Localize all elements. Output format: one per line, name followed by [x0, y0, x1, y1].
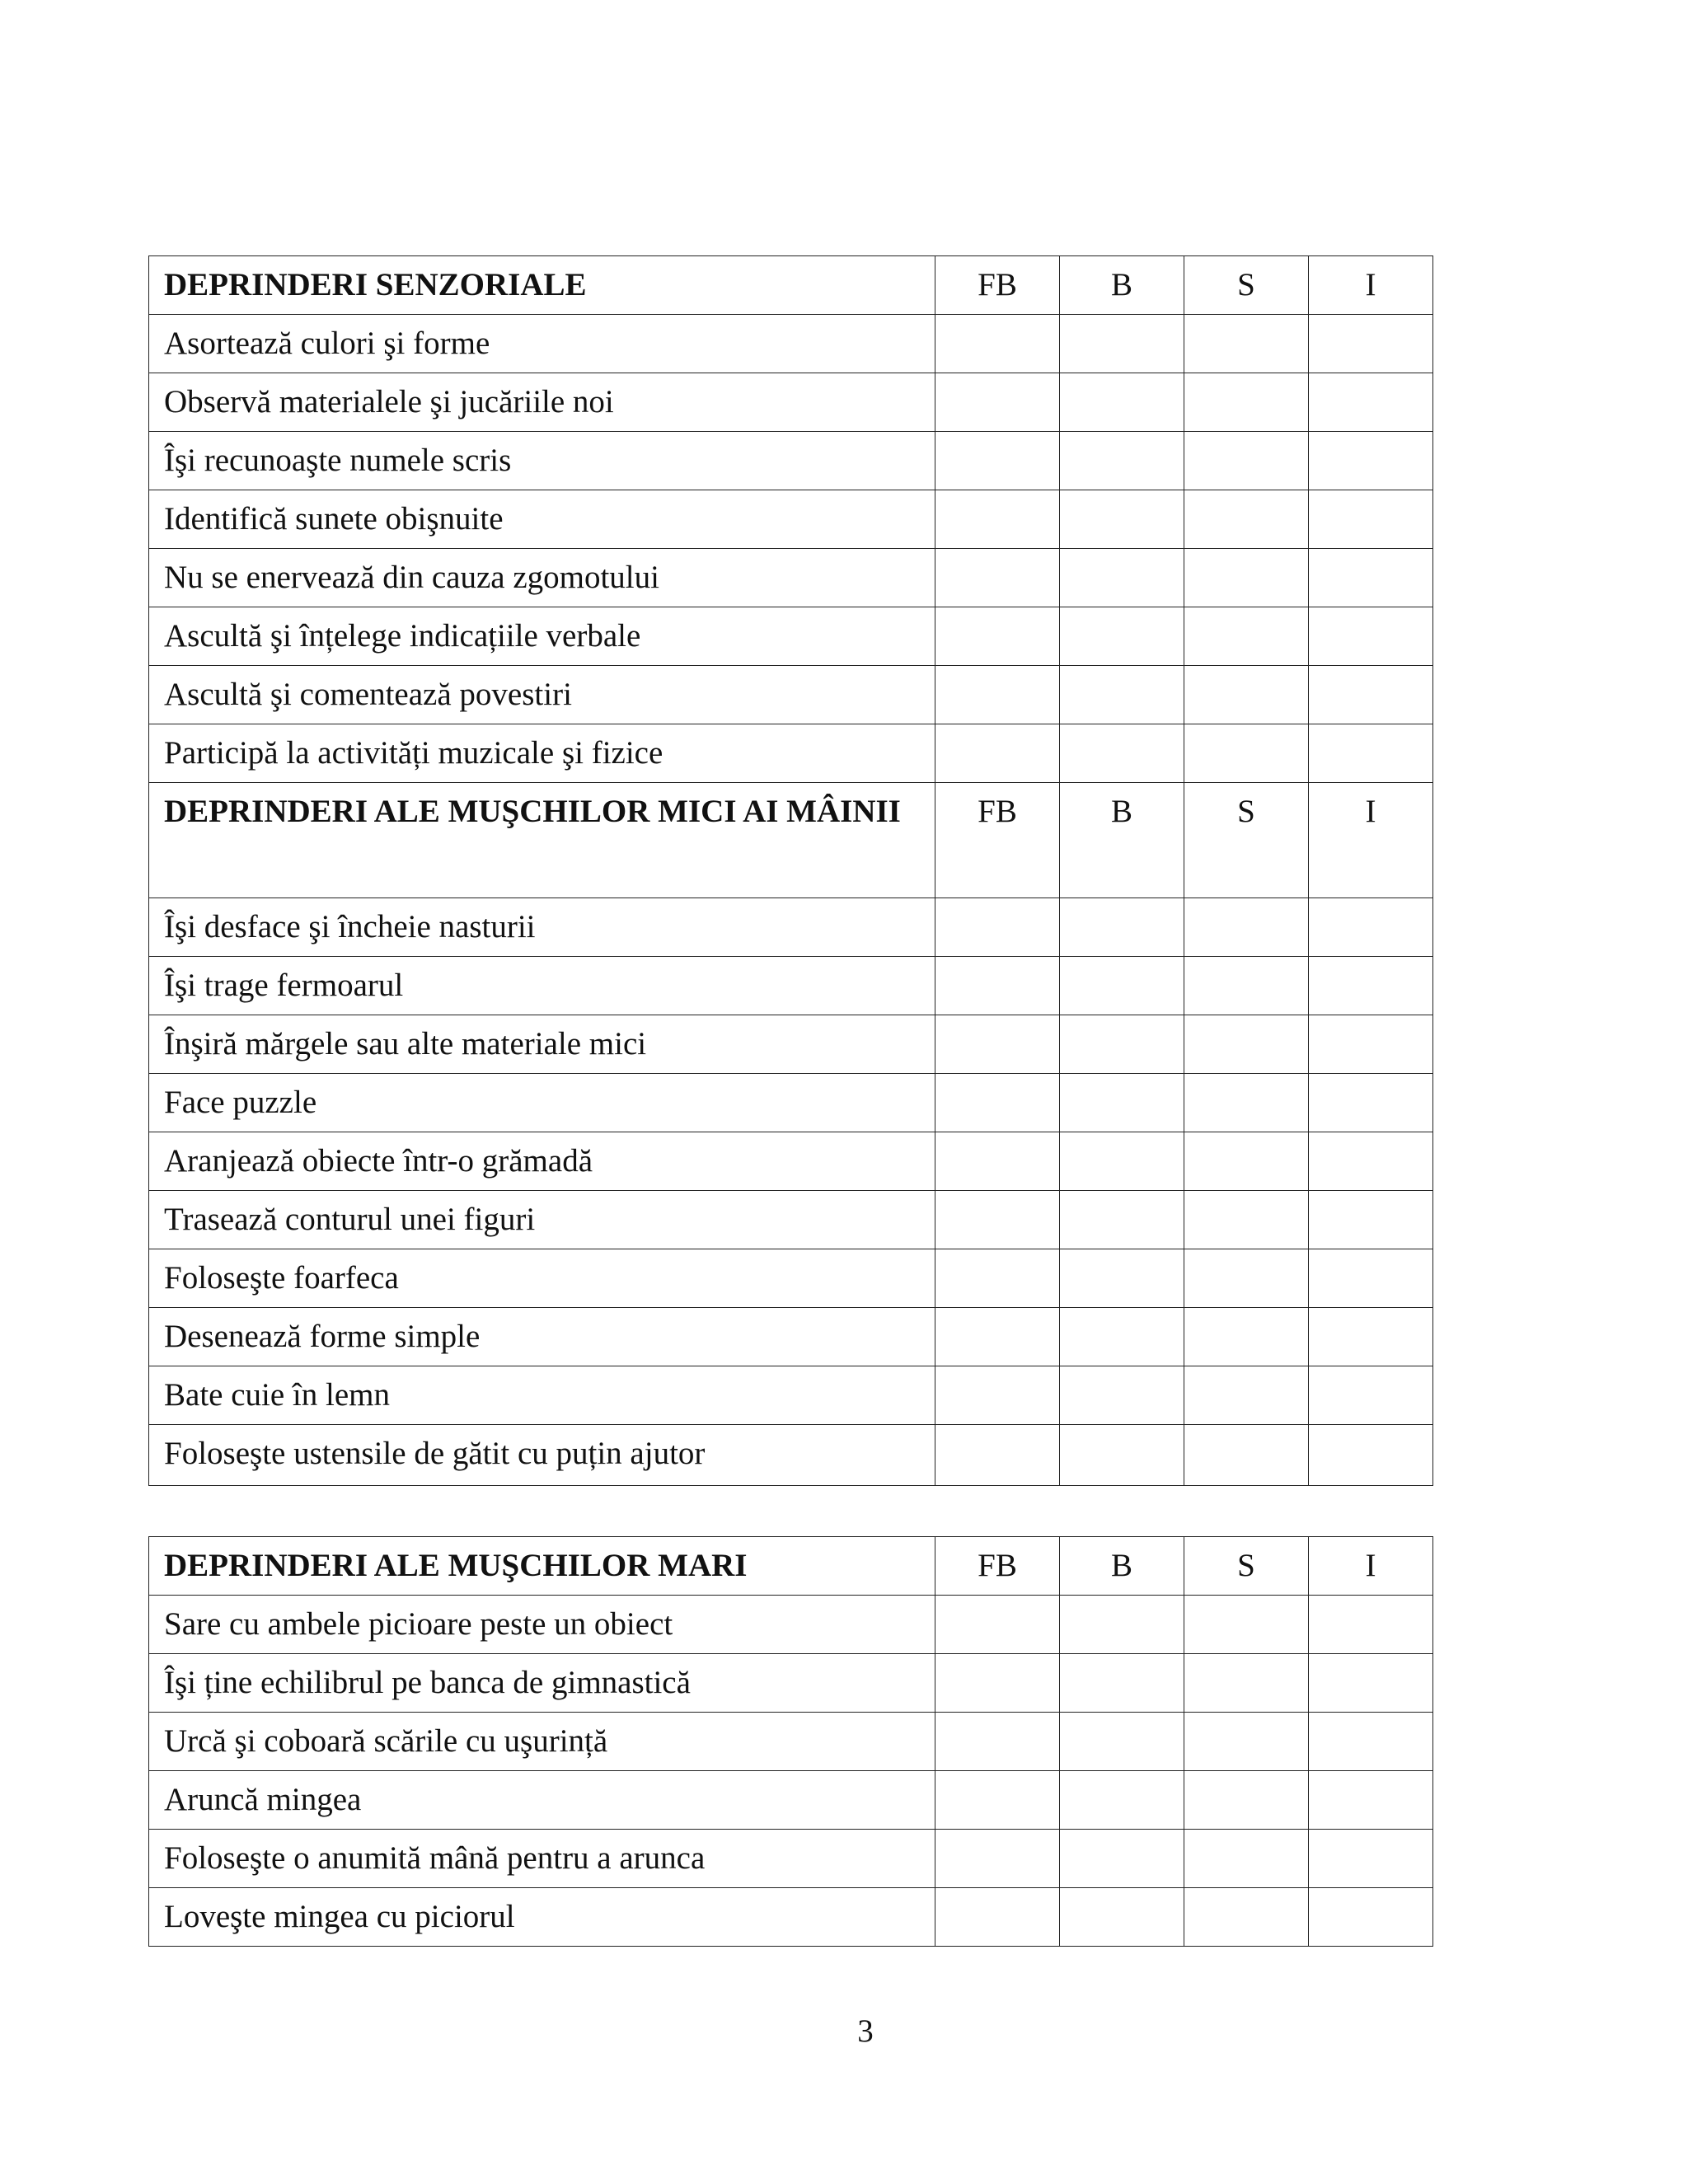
grade-cell-fb[interactable]	[935, 1132, 1060, 1191]
skill-item: Trasează conturul unei figuri	[149, 1191, 935, 1249]
grade-cell-fb[interactable]	[935, 724, 1060, 783]
section-title: DEPRINDERI ALE MUŞCHILOR MICI AI MÂINII	[149, 783, 935, 898]
skill-item: Foloseşte ustensile de gătit cu puțin ajutor	[149, 1425, 935, 1486]
table-row	[149, 432, 1433, 490]
grade-cell-fb[interactable]	[935, 1596, 1060, 1654]
grade-cell-s[interactable]	[1184, 1713, 1309, 1771]
grade-cell-b[interactable]	[1060, 1654, 1184, 1713]
table-row	[149, 373, 1433, 432]
grade-cell-b[interactable]	[1060, 1132, 1184, 1191]
grade-cell-fb[interactable]	[935, 1713, 1060, 1771]
grade-cell-i[interactable]	[1309, 315, 1433, 373]
grade-cell-fb[interactable]	[935, 666, 1060, 724]
grade-cell-s[interactable]	[1184, 724, 1309, 783]
grade-cell-s[interactable]	[1184, 1830, 1309, 1888]
grade-cell-i[interactable]	[1309, 1366, 1433, 1425]
table-row	[149, 1074, 1433, 1132]
grade-cell-fb[interactable]	[935, 1888, 1060, 1947]
grade-cell-s[interactable]	[1184, 898, 1309, 957]
grade-cell-fb[interactable]	[935, 898, 1060, 957]
skill-item: Participă la activități muzicale şi fizice	[149, 724, 935, 783]
grade-cell-s[interactable]	[1184, 607, 1309, 666]
grade-cell-fb[interactable]	[935, 607, 1060, 666]
skill-item: Observă materialele şi jucăriile noi	[149, 373, 935, 432]
grade-cell-i[interactable]	[1309, 1308, 1433, 1366]
grade-cell-b[interactable]	[1060, 666, 1184, 724]
table-row	[149, 607, 1433, 666]
table-row	[149, 1366, 1433, 1425]
grade-cell-fb[interactable]	[935, 1308, 1060, 1366]
grade-cell-s[interactable]	[1184, 490, 1309, 549]
skills-table-senzoriale-maini	[148, 255, 1433, 1486]
table-row	[149, 1015, 1433, 1074]
grade-header-i: I	[1309, 1537, 1433, 1596]
table-row	[149, 724, 1433, 783]
section-header-muschi-mari	[149, 1537, 1433, 1596]
skill-item: Îşi recunoaşte numele scris	[149, 432, 935, 490]
grade-cell-b[interactable]	[1060, 1191, 1184, 1249]
grade-cell-s[interactable]	[1184, 1191, 1309, 1249]
grade-cell-b[interactable]	[1060, 724, 1184, 783]
grade-cell-i[interactable]	[1309, 1425, 1433, 1486]
grade-cell-i[interactable]	[1309, 549, 1433, 607]
table-row	[149, 549, 1433, 607]
skill-item: Sare cu ambele picioare peste un obiect	[149, 1596, 935, 1654]
grade-cell-b[interactable]	[1060, 1596, 1184, 1654]
grade-cell-b[interactable]	[1060, 1308, 1184, 1366]
grade-cell-b[interactable]	[1060, 1830, 1184, 1888]
table-row	[149, 1654, 1433, 1713]
table-row	[149, 1771, 1433, 1830]
skill-item: Asortează culori şi forme	[149, 315, 935, 373]
grade-cell-i[interactable]	[1309, 1074, 1433, 1132]
grade-cell-fb[interactable]	[935, 1191, 1060, 1249]
skill-item: Ascultă şi înțelege indicațiile verbale	[149, 607, 935, 666]
grade-cell-b[interactable]	[1060, 1366, 1184, 1425]
grade-cell-b[interactable]	[1060, 1249, 1184, 1308]
grade-cell-fb[interactable]	[935, 549, 1060, 607]
grade-cell-b[interactable]	[1060, 957, 1184, 1015]
grade-cell-i[interactable]	[1309, 1888, 1433, 1947]
grade-cell-i[interactable]	[1309, 1596, 1433, 1654]
skill-item: Ascultă şi comentează povestiri	[149, 666, 935, 724]
section-title: DEPRINDERI ALE MUŞCHILOR MARI	[149, 1537, 935, 1596]
grade-cell-i[interactable]	[1309, 1191, 1433, 1249]
grade-cell-fb[interactable]	[935, 315, 1060, 373]
grade-cell-i[interactable]	[1309, 724, 1433, 783]
grade-cell-fb[interactable]	[935, 1830, 1060, 1888]
section-header-muschi-mici	[149, 783, 1433, 898]
grade-cell-fb[interactable]	[935, 373, 1060, 432]
grade-cell-s[interactable]	[1184, 957, 1309, 1015]
grade-cell-i[interactable]	[1309, 898, 1433, 957]
grade-cell-b[interactable]	[1060, 549, 1184, 607]
table-row	[149, 1191, 1433, 1249]
grade-cell-i[interactable]	[1309, 1015, 1433, 1074]
table-row	[149, 1830, 1433, 1888]
grade-header-b: B	[1060, 256, 1184, 315]
grade-cell-fb[interactable]	[935, 1015, 1060, 1074]
skill-item: Desenează forme simple	[149, 1308, 935, 1366]
grade-cell-s[interactable]	[1184, 1654, 1309, 1713]
grade-header-fb: FB	[935, 1537, 1060, 1596]
grade-cell-b[interactable]	[1060, 1771, 1184, 1830]
grade-cell-s[interactable]	[1184, 315, 1309, 373]
table-row	[149, 1308, 1433, 1366]
grade-cell-fb[interactable]	[935, 1366, 1060, 1425]
table-row	[149, 490, 1433, 549]
grade-cell-b[interactable]	[1060, 432, 1184, 490]
grade-cell-i[interactable]	[1309, 490, 1433, 549]
table-row	[149, 1132, 1433, 1191]
grade-cell-fb[interactable]	[935, 1771, 1060, 1830]
grade-header-s: S	[1184, 1537, 1309, 1596]
skill-item: Îşi ține echilibrul pe banca de gimnastică	[149, 1654, 935, 1713]
section-title: DEPRINDERI SENZORIALE	[149, 256, 935, 315]
grade-cell-b[interactable]	[1060, 1713, 1184, 1771]
grade-cell-b[interactable]	[1060, 373, 1184, 432]
grade-cell-b[interactable]	[1060, 898, 1184, 957]
grade-cell-b[interactable]	[1060, 490, 1184, 549]
grade-cell-i[interactable]	[1309, 1771, 1433, 1830]
grade-cell-fb[interactable]	[935, 1249, 1060, 1308]
skill-item: Loveşte mingea cu piciorul	[149, 1888, 935, 1947]
grade-header-b: B	[1060, 783, 1184, 898]
grade-cell-s[interactable]	[1184, 1308, 1309, 1366]
grade-cell-b[interactable]	[1060, 1074, 1184, 1132]
skill-item: Aruncă mingea	[149, 1771, 935, 1830]
skill-item: Îşi trage fermoarul	[149, 957, 935, 1015]
grade-cell-s[interactable]	[1184, 1366, 1309, 1425]
skills-table-muschi-mari	[148, 1536, 1433, 1947]
grade-cell-s[interactable]	[1184, 1596, 1309, 1654]
grade-cell-s[interactable]	[1184, 666, 1309, 724]
grade-header-i: I	[1309, 256, 1433, 315]
skill-item: Foloseşte foarfeca	[149, 1249, 935, 1308]
grade-cell-i[interactable]	[1309, 957, 1433, 1015]
table-row	[149, 898, 1433, 957]
grade-cell-s[interactable]	[1184, 1771, 1309, 1830]
grade-cell-s[interactable]	[1184, 1249, 1309, 1308]
grade-cell-b[interactable]	[1060, 607, 1184, 666]
grade-cell-s[interactable]	[1184, 1425, 1309, 1486]
grade-cell-fb[interactable]	[935, 957, 1060, 1015]
table-row	[149, 666, 1433, 724]
page-number: 3	[857, 2013, 874, 2049]
skill-item: Aranjează obiecte într-o grămadă	[149, 1132, 935, 1191]
skill-item: Foloseşte o anumită mână pentru a arunca	[149, 1830, 935, 1888]
table-row	[149, 1249, 1433, 1308]
skill-item: Urcă şi coboară scările cu uşurință	[149, 1713, 935, 1771]
grade-header-fb: FB	[935, 783, 1060, 898]
grade-cell-i[interactable]	[1309, 1249, 1433, 1308]
grade-cell-i[interactable]	[1309, 373, 1433, 432]
grade-cell-b[interactable]	[1060, 315, 1184, 373]
grade-cell-i[interactable]	[1309, 1654, 1433, 1713]
grade-header-i: I	[1309, 783, 1433, 898]
table-row	[149, 1425, 1433, 1486]
grade-cell-s[interactable]	[1184, 1888, 1309, 1947]
grade-header-b: B	[1060, 1537, 1184, 1596]
grade-header-fb: FB	[935, 256, 1060, 315]
grade-cell-s[interactable]	[1184, 432, 1309, 490]
grade-cell-fb[interactable]	[935, 1074, 1060, 1132]
skill-item: Bate cuie în lemn	[149, 1366, 935, 1425]
grade-cell-i[interactable]	[1309, 1713, 1433, 1771]
grade-cell-s[interactable]	[1184, 1132, 1309, 1191]
section-header-senzoriale	[149, 256, 1433, 315]
grade-cell-fb[interactable]	[935, 432, 1060, 490]
grade-header-s: S	[1184, 783, 1309, 898]
grade-cell-fb[interactable]	[935, 1425, 1060, 1486]
skill-item: Îşi desface şi încheie nasturii	[149, 898, 935, 957]
grade-cell-s[interactable]	[1184, 1074, 1309, 1132]
skill-item: Înşiră mărgele sau alte materiale mici	[149, 1015, 935, 1074]
table-row	[149, 315, 1433, 373]
grade-cell-i[interactable]	[1309, 1830, 1433, 1888]
table-row	[149, 1713, 1433, 1771]
grade-cell-i[interactable]	[1309, 607, 1433, 666]
skill-item: Face puzzle	[149, 1074, 935, 1132]
table-row	[149, 1596, 1433, 1654]
grade-cell-i[interactable]	[1309, 432, 1433, 490]
skill-item: Identifică sunete obişnuite	[149, 490, 935, 549]
table-row	[149, 1888, 1433, 1947]
grade-cell-b[interactable]	[1060, 1888, 1184, 1947]
grade-cell-b[interactable]	[1060, 1425, 1184, 1486]
skill-item: Nu se enervează din cauza zgomotului	[149, 549, 935, 607]
grade-cell-s[interactable]	[1184, 373, 1309, 432]
table-row	[149, 957, 1433, 1015]
grade-cell-s[interactable]	[1184, 1015, 1309, 1074]
grade-cell-fb[interactable]	[935, 490, 1060, 549]
grade-cell-fb[interactable]	[935, 1654, 1060, 1713]
grade-cell-i[interactable]	[1309, 1132, 1433, 1191]
grade-cell-i[interactable]	[1309, 666, 1433, 724]
grade-header-s: S	[1184, 256, 1309, 315]
grade-cell-b[interactable]	[1060, 1015, 1184, 1074]
grade-cell-s[interactable]	[1184, 549, 1309, 607]
